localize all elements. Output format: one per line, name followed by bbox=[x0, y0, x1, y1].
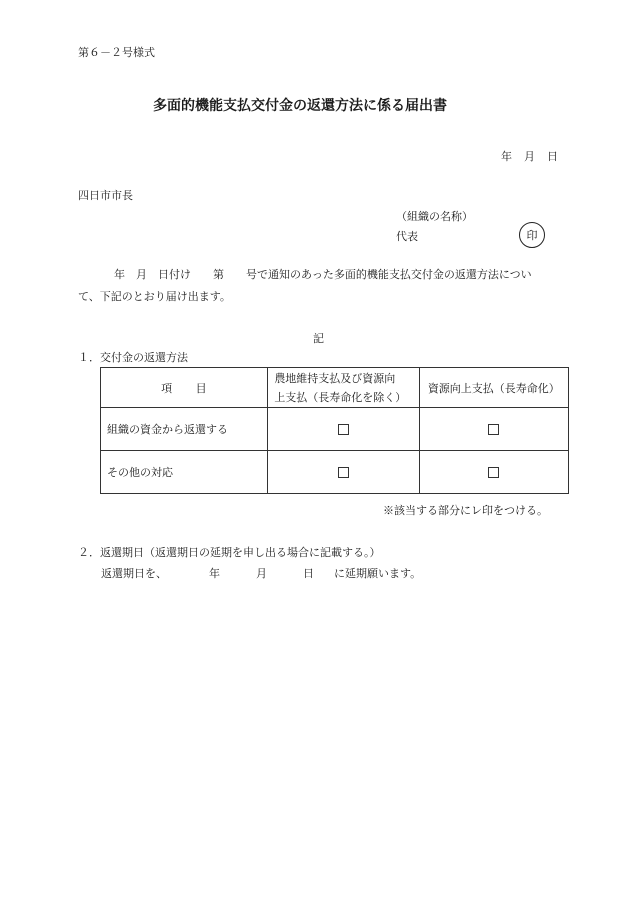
date-day: 日 bbox=[547, 150, 558, 163]
row1-col3-checkbox-cell[interactable] bbox=[419, 408, 568, 451]
section1-heading: １．交付金の返還方法 bbox=[78, 351, 188, 364]
intro-paragraph bbox=[78, 264, 568, 308]
intro-line-1: 年 月 日付け 第 号で通知のあった多面的機能支払交付金の返還方法につい bbox=[114, 268, 532, 281]
seal-icon bbox=[519, 222, 545, 248]
deadline-prefix: 返還期日を、 bbox=[101, 567, 167, 580]
header-col2 bbox=[268, 368, 419, 408]
return-method-table bbox=[100, 367, 569, 494]
organization-label: （組織の名称） bbox=[396, 210, 473, 223]
table-note: ※該当する部分にレ印をつける。 bbox=[383, 504, 548, 517]
header-col2-line2: 上支払（長寿命化を除く） bbox=[274, 390, 407, 404]
deadline-month: 月 bbox=[256, 567, 267, 580]
row-label: その他の対応 bbox=[101, 451, 268, 494]
checkbox[interactable] bbox=[488, 424, 499, 435]
form-number: 第６－２号様式 bbox=[78, 46, 155, 59]
row2-col3-checkbox-cell[interactable] bbox=[419, 451, 568, 494]
seal-text: 印 bbox=[526, 229, 538, 242]
section2-line bbox=[101, 565, 421, 581]
header-item: 項 目 bbox=[101, 368, 268, 408]
intro-line-2: て、下記のとおり届け出ます。 bbox=[78, 290, 231, 303]
representative-label: 代表 bbox=[396, 230, 418, 243]
checkbox[interactable] bbox=[488, 467, 499, 478]
table-header-row bbox=[101, 368, 569, 408]
document-title: 多面的機能支払交付金の返還方法に係る届出書 bbox=[153, 98, 447, 114]
row2-col2-checkbox-cell[interactable] bbox=[268, 451, 419, 494]
date-month: 月 bbox=[524, 150, 535, 163]
deadline-suffix: に延期願います。 bbox=[334, 567, 422, 580]
table-row bbox=[101, 451, 569, 494]
header-col3: 資源向上支払（長寿命化） bbox=[419, 368, 568, 408]
date-year: 年 bbox=[501, 150, 512, 163]
section2-heading: ２．返還期日（返還期日の延期を申し出る場合に記載する。） bbox=[78, 546, 381, 559]
ki-heading: 記 bbox=[313, 332, 324, 345]
deadline-day: 日 bbox=[303, 567, 314, 580]
table-row bbox=[101, 408, 569, 451]
date-line bbox=[501, 148, 558, 164]
checkbox[interactable] bbox=[338, 467, 349, 478]
header-col2-line1: 農地維持支払及び資源向 bbox=[274, 371, 396, 385]
deadline-year: 年 bbox=[209, 567, 220, 580]
addressee: 四日市市長 bbox=[78, 189, 133, 202]
row1-col2-checkbox-cell[interactable] bbox=[268, 408, 419, 451]
checkbox[interactable] bbox=[338, 424, 349, 435]
row-label: 組織の資金から返還する bbox=[101, 408, 268, 451]
